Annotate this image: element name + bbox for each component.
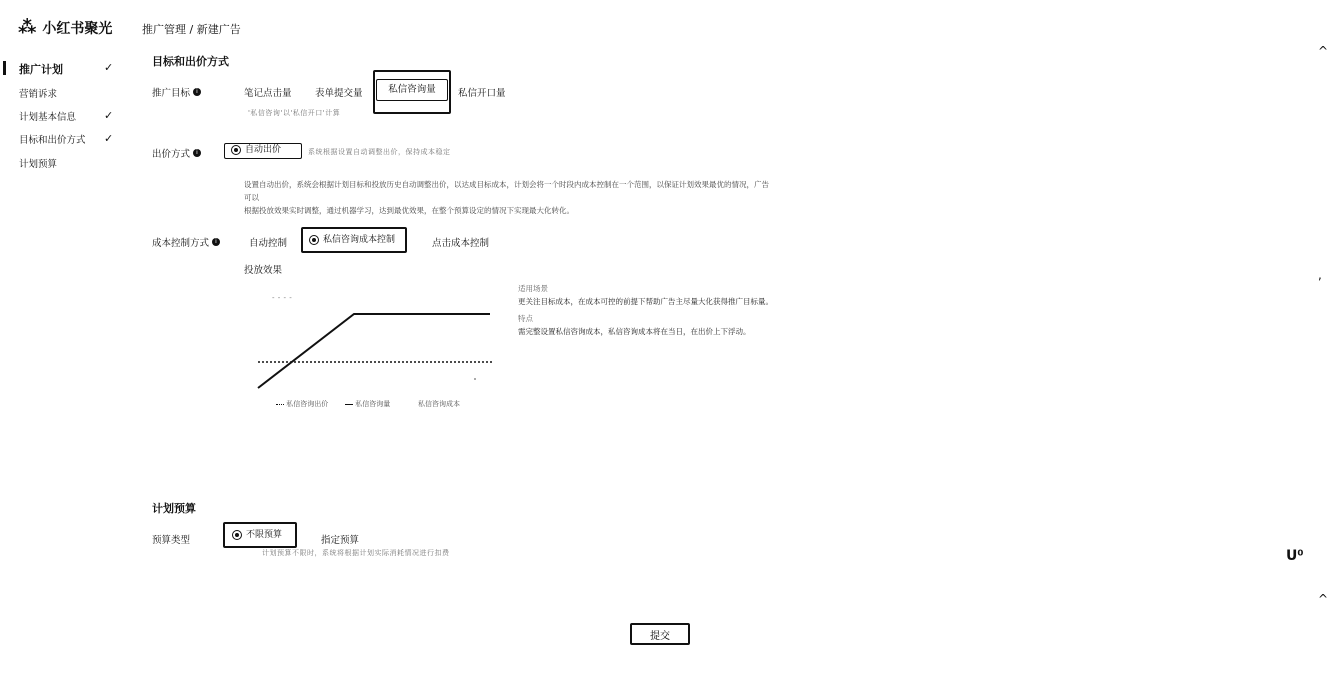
cost-option-auto[interactable]: 自动控制 [249,238,288,249]
volume-line [258,314,490,388]
breadcrumb: 推广管理 / 新建广告 [142,23,241,36]
info-icon: i [212,238,220,246]
sidebar-item-promo-plan[interactable]: 推广计划 [19,63,63,76]
bid-description: 设置自动出价，系统会根据计划目标和投放历史自动调整出价，以达成目标成本，计划会将一个时段内成本控制在一个范围，以保证计划效果最优的情况，广告可以 根据投放效果实时调整，通过机器学习，达到最优效果，在整个预算设定的情况下实现最大化转化。 [244,180,769,215]
check-icon: ✓ [104,109,114,122]
submit-button[interactable]: 提交 [630,623,690,645]
budget-option-specified[interactable]: 指定预算 [321,535,360,546]
sidebar-item-target-bid[interactable]: 目标和出价方式 [19,135,86,146]
goal-option-private-consult[interactable]: 私信咨询量 [376,79,448,101]
cost-option-private-consult[interactable]: 私信咨询成本控制 [301,227,407,253]
scroll-marker-icon: , [1318,268,1322,282]
effect-explain: 适用场景 更关注目标成本，在成本可控的前提下帮助广告主尽量大化获得推广目标量。 特点 需完整设置私信咨询成本，私信咨询成本将在当日，在出价上下浮动。 [518,284,773,336]
goal-option-form-submit[interactable]: 表单提交量 [315,88,363,99]
app-name: 小红书聚光 [42,21,113,37]
effect-title: 投放效果 [244,265,283,276]
cost-control-label: 成本控制方式 i [152,235,220,249]
customer-service-icon[interactable]: ᑌ⁰ [1286,548,1304,564]
active-indicator [3,61,6,75]
section-title-budget: 计划预算 [152,502,196,515]
budget-hint: 计划预算不限时，系统将根据计划实际消耗情况进行扣费 [262,549,450,557]
app-logo [18,18,112,38]
promo-goal-label: 推广目标 i [152,85,201,99]
cost-option-click[interactable]: 点击成本控制 [432,238,490,249]
info-icon: i [193,149,201,157]
budget-type-label: 预算类型 [152,535,191,546]
sidebar-item-marketing[interactable]: 营销诉求 [19,89,58,100]
legend-volume: 私信咨询量 [345,399,390,409]
sidebar-item-budget[interactable]: 计划预算 [19,159,58,170]
sidebar-item-basic-info[interactable]: 计划基本信息 [19,112,77,123]
goal-option-private-open[interactable]: 私信开口量 [458,88,506,99]
budget-option-unlimited[interactable]: 不限预算 [223,522,297,548]
bid-method-label: 出价方式 i [152,146,201,160]
chart-y-tick: - - - - [272,294,293,302]
bid-method-hint: 系统根据设置自动调整出价，保持成本稳定 [308,148,451,156]
section-title-target: 目标和出价方式 [152,55,229,68]
promo-goal-hint: '私信咨询'以'私信开口'计算 [248,109,341,117]
check-icon: ✓ [104,61,114,74]
legend-bid: 私信咨询出价 [276,399,328,409]
bid-option-auto[interactable]: 自动出价 [224,143,302,159]
legend-cost: 私信咨询成本 [418,400,460,408]
scroll-up-icon[interactable]: ^ [1318,44,1329,58]
scroll-top-icon[interactable]: ^ [1318,592,1329,606]
spark-icon: ⁂ [18,17,37,38]
info-icon: i [193,88,201,96]
effect-chart [250,290,495,395]
goal-option-note-click[interactable]: 笔记点击量 [244,88,292,99]
check-icon: ✓ [104,132,114,145]
